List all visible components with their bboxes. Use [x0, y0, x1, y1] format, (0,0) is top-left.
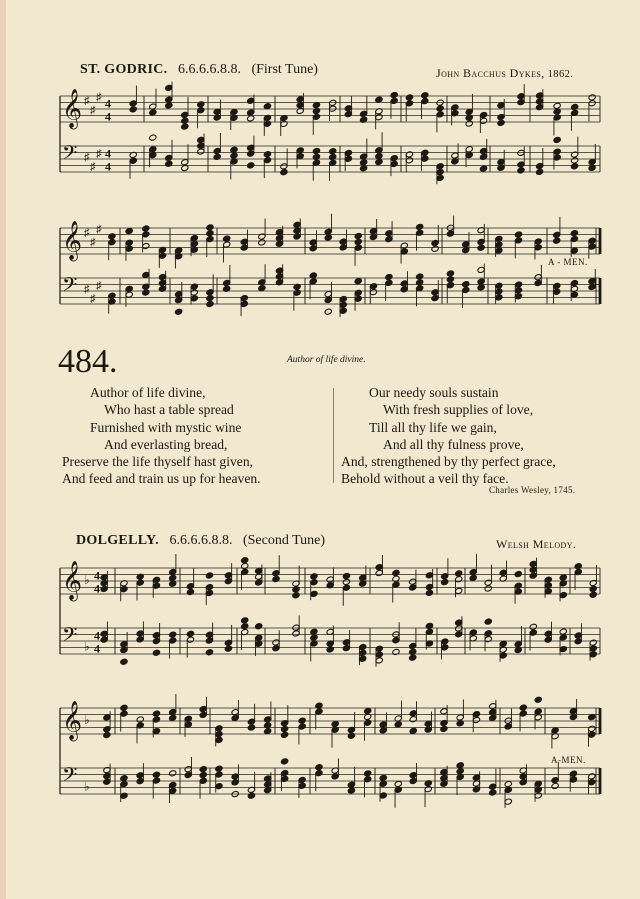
treble-clef: 𝄞	[62, 88, 83, 129]
note-head	[536, 168, 544, 175]
note-head	[241, 623, 249, 630]
note-head	[571, 103, 579, 110]
first-line-header: Author of life divine.	[287, 355, 366, 365]
note-head	[175, 308, 183, 315]
key-sharp: ♯	[84, 94, 90, 107]
note-head	[375, 158, 383, 165]
note-head	[125, 228, 133, 235]
tune2-composer: Welsh Melody.	[496, 537, 577, 551]
tune2-system-2	[60, 700, 605, 810]
note-head	[230, 152, 238, 159]
note-head	[477, 284, 485, 291]
note-head	[589, 591, 597, 598]
note-head	[342, 573, 350, 580]
note-head	[181, 123, 189, 130]
note-head	[280, 169, 288, 176]
note-head	[519, 704, 527, 711]
treble-clef: 𝄞	[62, 700, 83, 741]
note-head	[292, 592, 300, 599]
note-head	[329, 154, 337, 161]
tune2-label: (Second Tune)	[242, 533, 326, 548]
key-flat: ♭	[84, 779, 90, 794]
note-head	[517, 167, 525, 174]
note-head	[421, 92, 429, 99]
tune1-system-1	[60, 88, 605, 188]
note-head	[331, 720, 339, 727]
verse-left	[62, 384, 261, 488]
verse-line: Behold without a veil thy face.	[341, 471, 509, 487]
note-head	[103, 732, 111, 739]
key-sharp: ♯	[96, 91, 102, 104]
note-head	[315, 764, 323, 771]
note-head	[241, 563, 249, 570]
verse-line: And feed and train us up for heaven.	[62, 471, 261, 487]
note-head	[206, 224, 214, 231]
note-head	[247, 162, 255, 169]
text-author: Charles Wesley, 1745.	[489, 485, 576, 495]
note-head	[186, 630, 194, 637]
note-head	[324, 234, 332, 241]
note-head	[394, 721, 402, 728]
note-head	[364, 770, 372, 777]
verse-line: Author of life divine,	[90, 385, 206, 400]
note-head	[263, 151, 271, 158]
note-head	[431, 245, 439, 252]
note-head	[559, 628, 567, 635]
note-head	[329, 148, 337, 155]
tune1-meter: 6.6.6.6.8.8.	[177, 62, 241, 77]
note-head	[436, 105, 444, 112]
note-head	[206, 230, 214, 237]
verse-line: And everlasting bread,	[104, 436, 228, 452]
note-head	[312, 147, 320, 154]
note-head	[258, 239, 266, 246]
note-head	[354, 238, 362, 245]
bass-clef: 𝄢	[62, 762, 78, 791]
verse-line: Till all thy life we gain,	[369, 419, 497, 435]
note-head	[455, 570, 463, 577]
note-head	[247, 724, 255, 731]
tune1-header	[80, 62, 318, 78]
note-head	[264, 728, 272, 735]
note-head	[149, 134, 157, 141]
bass-clef: 𝄢	[62, 140, 78, 169]
note-head	[342, 578, 350, 585]
key-flat: ♭	[84, 639, 90, 654]
key-sharp: ♯	[90, 104, 96, 117]
tune2-name: DOLGELLY.	[76, 533, 159, 548]
note-head	[199, 766, 207, 773]
note-head	[165, 160, 173, 167]
verse-line: Preserve the life thyself hast given,	[62, 454, 254, 470]
note-head	[324, 308, 332, 315]
note-head	[258, 285, 266, 292]
key-sharp: ♯	[84, 151, 90, 164]
note-head	[364, 708, 372, 715]
note-head	[462, 281, 470, 288]
note-head	[272, 576, 280, 583]
note-head	[441, 579, 449, 586]
time-sig-top: 4	[94, 628, 100, 643]
note-head	[514, 231, 522, 238]
key-sharp: ♯	[96, 280, 102, 293]
note-head	[360, 159, 368, 166]
key-sharp: ♯	[90, 236, 96, 249]
note-head	[136, 716, 144, 723]
note-head	[310, 634, 318, 641]
note-head	[326, 646, 334, 653]
note-head	[553, 102, 561, 109]
note-head	[409, 727, 417, 734]
note-head	[205, 572, 213, 579]
verse-line: Our needy souls sustain	[369, 385, 499, 400]
note-head	[224, 645, 232, 652]
time-sig-bottom: 4	[105, 159, 111, 174]
key-flat: ♭	[84, 713, 90, 727]
verse-right	[341, 384, 556, 488]
note-head	[108, 233, 116, 240]
note-head	[186, 589, 194, 596]
page-edge	[0, 0, 6, 899]
note-head	[534, 696, 542, 703]
tune2-amen: A-MEN.	[551, 755, 586, 765]
note-head	[390, 91, 398, 98]
note-head	[589, 585, 597, 592]
note-head	[169, 770, 177, 777]
note-head	[206, 300, 214, 307]
note-head	[559, 574, 567, 581]
note-head	[241, 557, 249, 564]
tune1-amen: A - MEN.	[548, 257, 588, 267]
note-head	[379, 774, 387, 781]
note-head	[394, 780, 402, 787]
note-head	[199, 771, 207, 778]
verse-line: Who hast a table spread	[104, 402, 234, 418]
note-head	[181, 117, 189, 124]
time-sig-top: 4	[105, 96, 111, 111]
key-flat: ♭	[84, 573, 90, 587]
treble-staff	[60, 214, 600, 269]
note-head	[169, 714, 177, 721]
note-head	[571, 163, 579, 170]
note-head	[354, 232, 362, 239]
note-head	[152, 710, 160, 717]
note-head	[484, 618, 492, 625]
bass-clef: 𝄢	[62, 622, 78, 651]
note-head	[120, 658, 128, 665]
tune2-header	[76, 533, 325, 549]
note-head	[375, 96, 383, 103]
tune1-composer: John Bacchus Dykes, 1862.	[436, 66, 574, 80]
note-head	[206, 295, 214, 302]
note-head	[281, 731, 289, 738]
note-head	[281, 725, 289, 732]
note-head	[446, 270, 454, 277]
note-head	[241, 617, 249, 624]
time-sig-top: 4	[105, 146, 111, 161]
note-head	[347, 787, 355, 794]
note-head	[310, 573, 318, 580]
note-head	[169, 574, 177, 581]
note-head	[440, 725, 448, 732]
verse-line: And, strengthened by thy perfect grace,	[341, 454, 556, 470]
note-head	[392, 569, 400, 576]
note-head	[480, 165, 488, 172]
note-head	[292, 586, 300, 593]
note-head	[142, 289, 150, 296]
bass-staff	[60, 132, 600, 184]
hymn-number: 484.	[58, 343, 118, 380]
key-sharp: ♯	[90, 293, 96, 306]
treble-staff	[60, 554, 600, 606]
note-head	[416, 273, 424, 280]
verse-line: With fresh supplies of love,	[383, 402, 534, 418]
note-head	[477, 244, 485, 251]
note-head	[152, 771, 160, 778]
note-head	[247, 792, 255, 799]
note-head	[409, 654, 417, 661]
note-head	[375, 153, 383, 160]
key-sharp: ♯	[96, 223, 102, 236]
time-sig-top: 4	[94, 568, 100, 583]
time-sig-bottom: 4	[105, 109, 111, 124]
note-head	[465, 120, 473, 127]
key-sharp: ♯	[84, 226, 90, 239]
verse-line: Furnished with mystic wine	[90, 419, 242, 435]
note-head	[551, 782, 559, 789]
note-head	[354, 278, 362, 285]
note-head	[129, 106, 137, 113]
treble-staff	[60, 694, 600, 748]
note-head	[405, 94, 413, 101]
note-head	[553, 237, 561, 244]
note-head	[142, 225, 150, 232]
note-head	[504, 781, 512, 788]
note-head	[281, 758, 289, 765]
tune2-meter: 6.6.6.6.8.8.	[169, 533, 233, 548]
note-head	[571, 157, 579, 164]
note-head	[553, 136, 561, 143]
key-sharp: ♯	[84, 283, 90, 296]
note-head	[425, 589, 433, 596]
note-head	[570, 230, 578, 237]
tune2-system-1	[60, 560, 605, 670]
note-head	[169, 631, 177, 638]
note-head	[255, 623, 263, 630]
note-head	[149, 109, 157, 116]
bass-staff	[60, 757, 600, 808]
note-head	[446, 276, 454, 283]
bass-clef: 𝄢	[62, 272, 78, 301]
note-head	[197, 101, 205, 108]
note-head	[497, 119, 505, 126]
note-head	[469, 574, 477, 581]
tune1-label: (First Tune)	[251, 62, 318, 77]
note-head	[120, 704, 128, 711]
tune1-name: ST. GODRIC.	[80, 62, 168, 77]
note-head	[392, 648, 400, 655]
tune1-system-2	[60, 220, 605, 320]
treble-clef: 𝄞	[62, 220, 83, 261]
note-head	[489, 789, 497, 796]
note-head	[215, 765, 223, 772]
treble-staff	[60, 82, 600, 136]
note-head	[588, 94, 596, 101]
note-head	[298, 717, 306, 724]
note-head	[484, 585, 492, 592]
note-head	[529, 623, 537, 630]
key-sharp: ♯	[96, 148, 102, 161]
note-head	[385, 273, 393, 280]
note-head	[205, 649, 213, 656]
bass-staff	[60, 615, 600, 666]
note-head	[312, 107, 320, 114]
note-head	[514, 571, 522, 578]
key-sharp: ♯	[90, 161, 96, 174]
verse-line: And all thy fulness prove,	[383, 436, 524, 452]
time-sig-bottom: 4	[94, 641, 100, 656]
note-head	[416, 223, 424, 230]
note-head	[456, 768, 464, 775]
note-head	[165, 102, 173, 109]
verse-divider	[333, 388, 334, 483]
note-head	[347, 732, 355, 739]
note-head	[152, 649, 160, 656]
bass-staff	[60, 264, 600, 317]
time-sig-bottom: 4	[94, 581, 100, 596]
treble-clef: 𝄞	[62, 560, 83, 601]
note-head	[574, 563, 582, 570]
